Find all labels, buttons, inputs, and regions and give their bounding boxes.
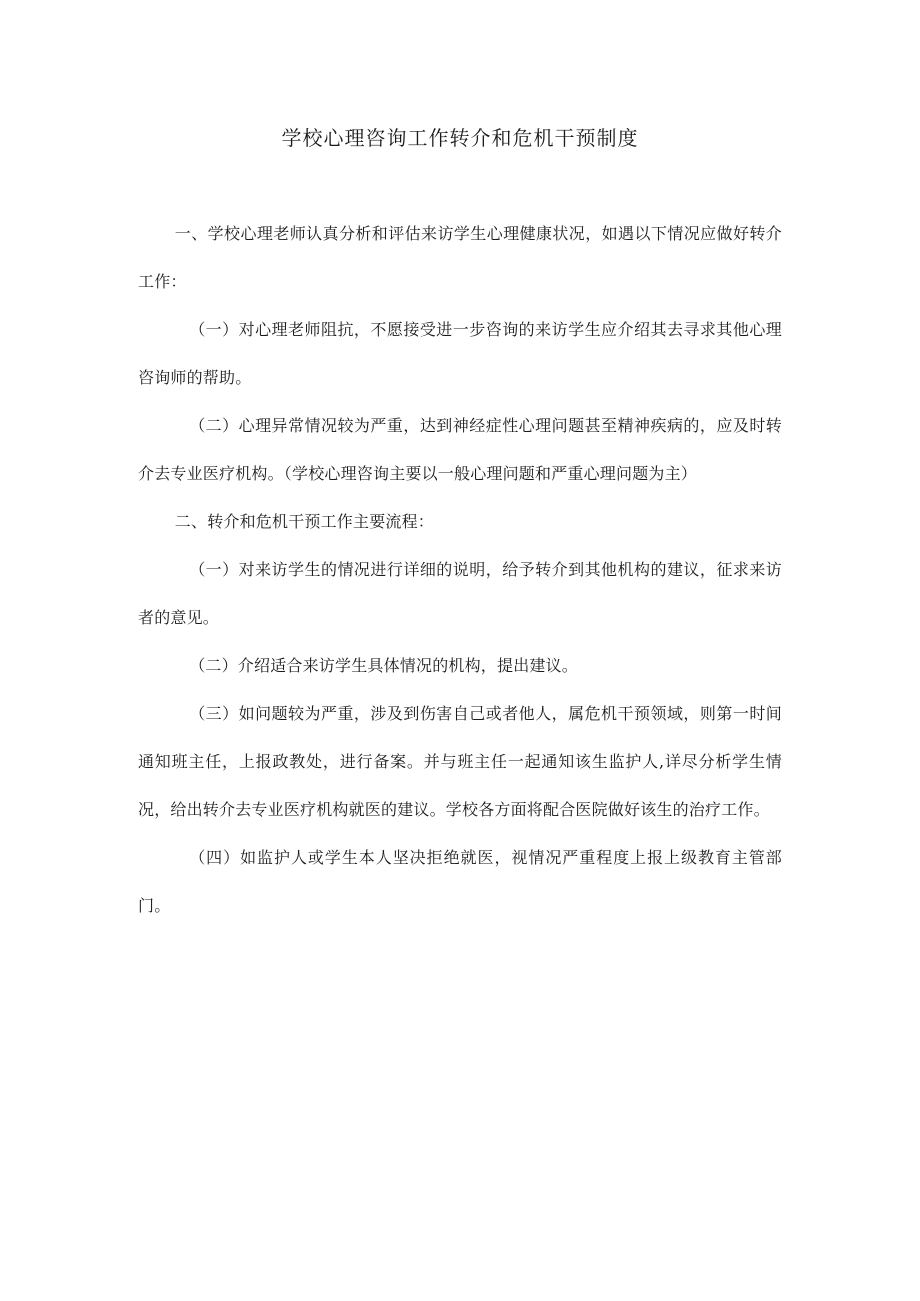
paragraph-2-2: （二）介绍适合来访学生具体情况的机构，提出建议。 xyxy=(189,656,578,675)
document-body xyxy=(138,210,782,930)
paragraph-2-3: （三）如问题较为严重，涉及到伤害自己或者他人，属危机干预领域，则第一时间通知班主任，上报政教处，进行备案。并与班主任一起通知该生监护人,详尽分析学生情况，给出转介去专业医疗机构就医的建议。学校各方面将配合医院做好该生的治疗工作。 xyxy=(138,704,782,819)
paragraph-1-2: （二）心理异常情况较为严重，达到神经症性心理问题甚至精神疾病的，应及时转介去专业医疗机构。（学校心理咨询主要以一般心理问题和严重心理问题为主） xyxy=(138,416,782,483)
paragraph-1-1: （一）对心理老师阻抗，不愿接受进一步咨询的来访学生应介绍其去寻求其他心理咨询师的帮助。 xyxy=(138,320,782,387)
section-heading-2: 二、转介和危机干预工作主要流程： xyxy=(174,512,434,531)
section-heading-1: 一、学校心理老师认真分析和评估来访学生心理健康状况，如遇以下情况应做好转介工作： xyxy=(138,224,782,291)
paragraph-2-1: （一）对来访学生的情况进行详细的说明，给予转介到其他机构的建议，征求来访者的意见。 xyxy=(138,560,782,627)
paragraph-2-4: （四）如监护人或学生本人坚决拒绝就医，视情况严重程度上报上级教育主管部门。 xyxy=(138,848,782,915)
document-title: 学校心理咨询工作转介和危机干预制度 xyxy=(281,126,639,150)
